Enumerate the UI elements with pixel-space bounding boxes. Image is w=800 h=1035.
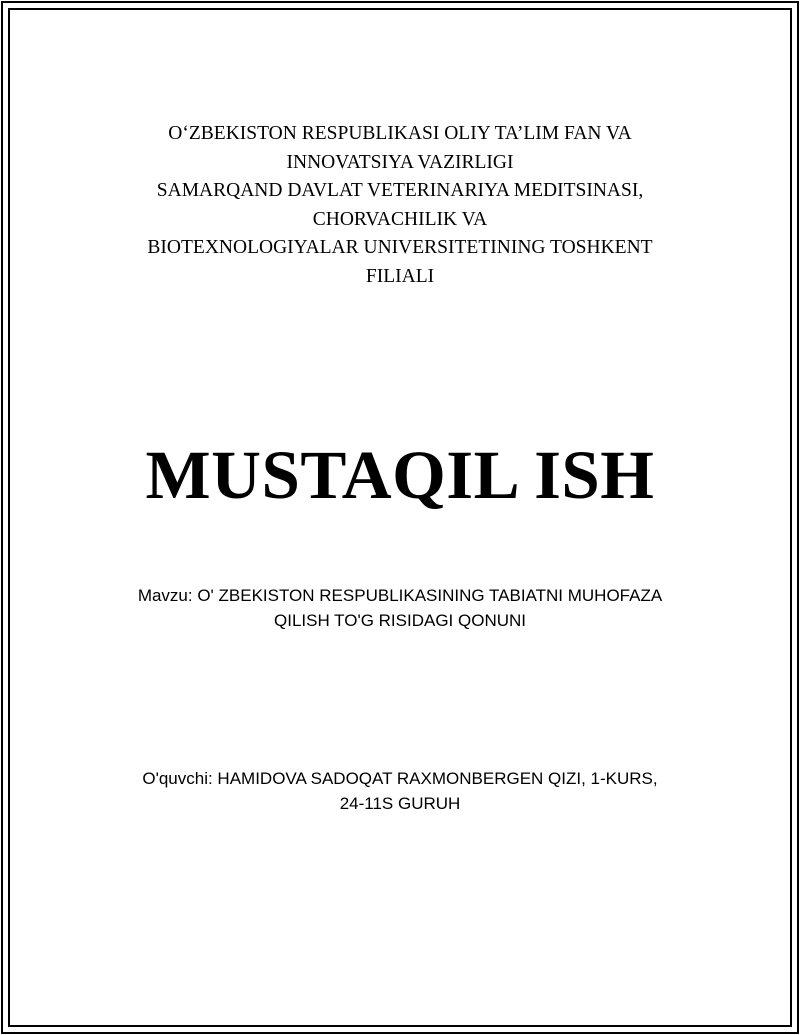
- student-section: [60, 766, 740, 816]
- header-line: INNOVATSIYA VAZIRLIGI: [286, 151, 514, 173]
- header-line: CHORVACHILIK VA: [312, 208, 488, 230]
- header-line: O‘ZBEKISTON RESPUBLIKASI OLIY TA’LIM FAN VA: [168, 123, 632, 144]
- institution-header: [60, 120, 740, 292]
- topic-line: QILISH TO'G RISIDAGI QONUNI: [274, 611, 526, 630]
- student-line: O'quvchi: HAMIDOVA SADOQAT RAXMONBERGEN QIZI, 1-KURS,: [142, 769, 658, 788]
- topic-line: Mavzu: O' ZBEKISTON RESPUBLIKASINING TABIATNI MUHOFAZA: [137, 586, 663, 605]
- document-title: MUSTAQIL ISH: [145, 437, 655, 513]
- header-line: FILIALI: [365, 265, 435, 287]
- topic-section: [60, 583, 740, 633]
- student-line: 24-11S GURUH: [339, 794, 461, 813]
- header-line: SAMARQAND DAVLAT VETERINARIYA MEDITSINASI,: [156, 180, 644, 202]
- header-line: BIOTEXNOLOGIYALAR UNIVERSITETINING TOSHKENT: [147, 237, 653, 259]
